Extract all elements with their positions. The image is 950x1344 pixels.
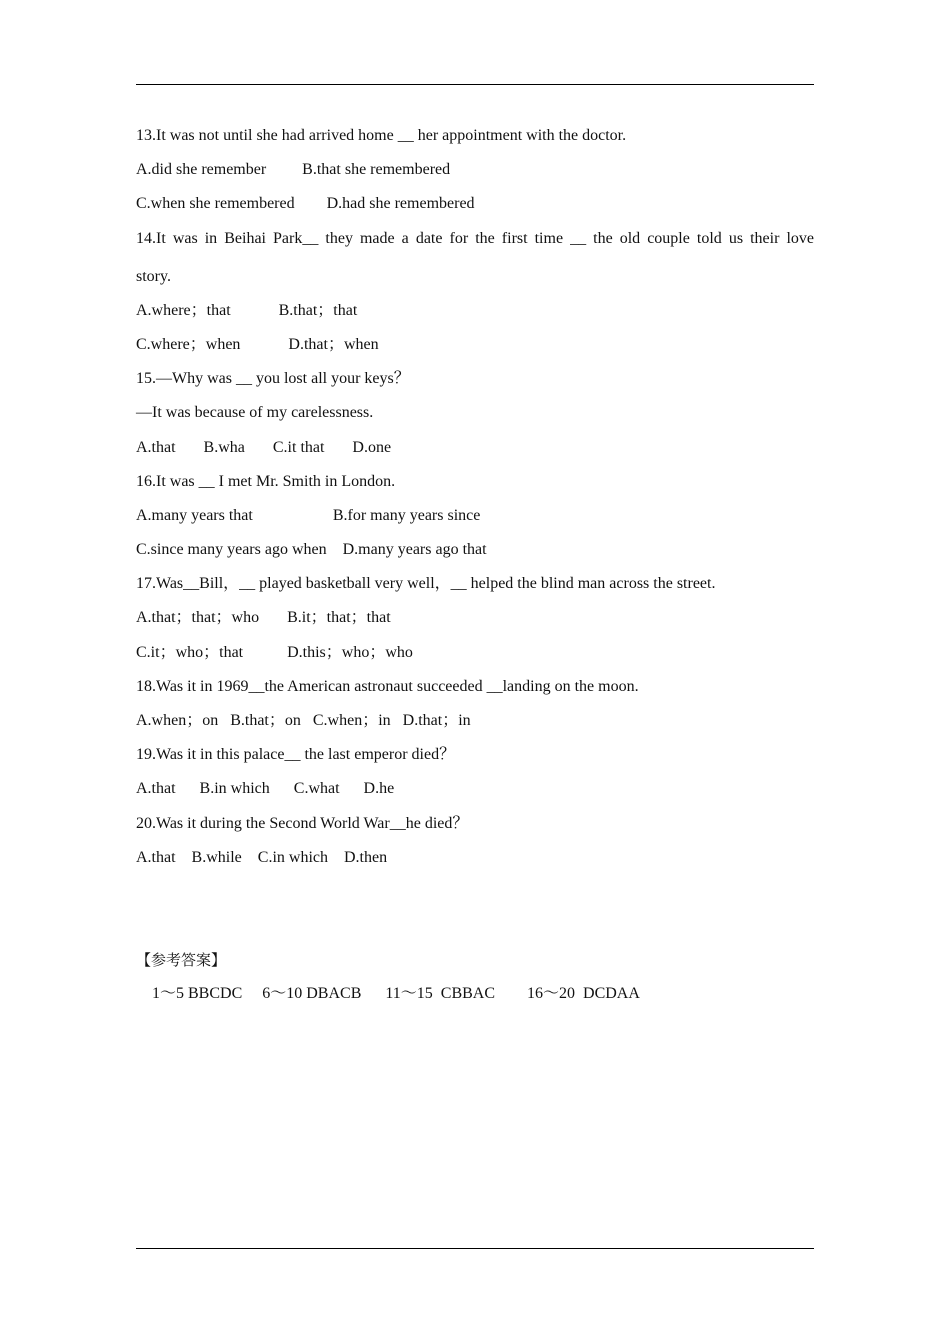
question-20: 20.Was it during the Second World War__he died？ <box>136 814 469 832</box>
question-16-options-1: A.many years that B.for many years since <box>136 506 481 524</box>
question-15-options: A.that B.wha C.it that D.one <box>136 438 392 456</box>
question-sheet <box>136 124 814 1006</box>
question-14: 14.It was in Beihai Park__ they made a date for the first time __ the old couple told us their love <box>136 229 814 247</box>
question-17-options-1: A.that；that；who B.it；that；that <box>136 609 391 627</box>
answer-key-title: 【参考答案】 <box>136 950 227 969</box>
answer-key: 1～5 BBCDC 6～10 DBACB 11～15 CBBAC 16～20 DCDAA <box>152 985 640 1003</box>
question-13: 13.It was not until she had arrived home __ her appointment with the doctor. <box>136 127 627 144</box>
spacer <box>136 880 814 948</box>
question-16-options-2: C.since many years ago when D.many years ago that <box>136 541 487 559</box>
header-rule <box>136 84 814 85</box>
footer-rule <box>136 1248 814 1249</box>
question-18: 18.Was it in 1969__the American astronaut succeeded __landing on the moon. <box>136 677 639 695</box>
question-14-options-1: A.where；that B.that；that <box>136 301 358 319</box>
question-13-options-1: A.did she remember B.that she remembered <box>136 161 451 179</box>
question-16: 16.It was __ I met Mr. Smith in London. <box>136 472 396 490</box>
question-19-options: A.that B.in which C.what D.he <box>136 780 395 798</box>
question-18-options: A.when；on B.that；on C.when；in D.that；in <box>136 712 471 729</box>
question-14-continued: story. <box>136 267 171 285</box>
question-15-reply: —It was because of my carelessness. <box>136 404 374 422</box>
question-14-options-2: C.where；when D.that；when <box>136 335 379 353</box>
question-17: 17.Was__Bill，__ played basketball very well，__ helped the blind man across the street. <box>136 575 716 593</box>
question-17-options-2: C.it；who；that D.this；who；who <box>136 643 413 661</box>
question-13-options-2: C.when she remembered D.had she remembered <box>136 195 475 213</box>
question-15: 15.—Why was __ you lost all your keys？ <box>136 370 410 388</box>
question-19: 19.Was it in this palace__ the last emperor died？ <box>136 746 456 764</box>
question-20-options: A.that B.while C.in which D.then <box>136 848 388 866</box>
